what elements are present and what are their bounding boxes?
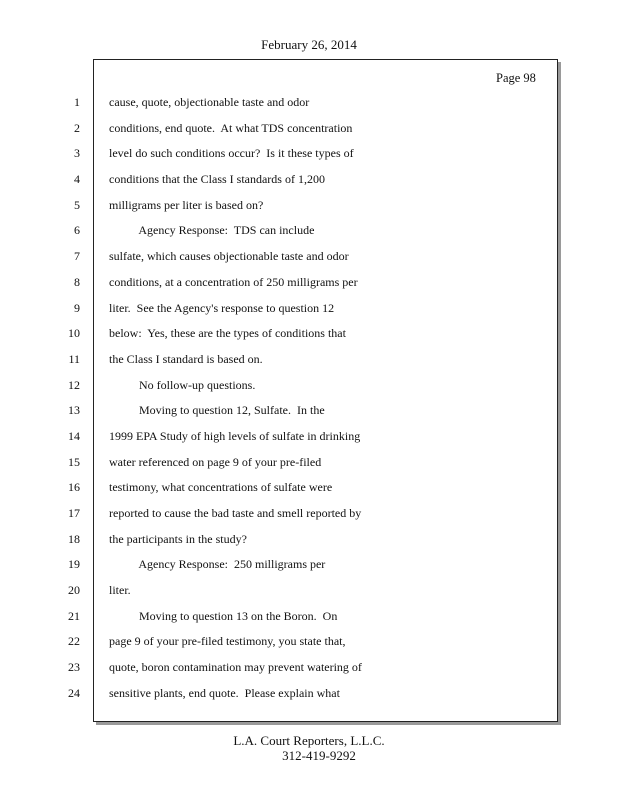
transcript-line: [0, 502, 618, 528]
line-text: the participants in the study?: [109, 531, 247, 546]
transcript-line: [0, 399, 618, 425]
line-text: Agency Response: TDS can include: [109, 223, 315, 238]
line-number: 11: [68, 351, 80, 366]
line-text: 1999 EPA Study of high levels of sulfate in drinking: [109, 428, 361, 443]
line-text: Moving to question 13 on the Boron. On: [109, 608, 338, 623]
line-text: cause, quote, objectionable taste and odor: [109, 95, 310, 109]
line-number: 13: [68, 403, 80, 418]
transcript-line: [0, 168, 618, 194]
line-number: 15: [68, 454, 80, 469]
transcript-line: [0, 322, 618, 348]
line-number: 7: [74, 249, 80, 264]
line-text: the Class I standard is based on.: [109, 351, 263, 366]
line-number: 1: [74, 95, 80, 109]
line-text: conditions that the Class I standards of 1,200: [109, 172, 325, 187]
line-text: reported to cause the bad taste and smell reported by: [109, 506, 362, 520]
transcript-line: [0, 271, 618, 297]
transcript-line: [0, 374, 618, 400]
line-text: conditions, at a concentration of 250 milligrams per: [109, 274, 358, 289]
line-text: Moving to question 12, Sulfate. In the: [109, 403, 325, 418]
line-text: conditions, end quote. At what TDS concentration: [109, 120, 353, 135]
line-text: No follow-up questions.: [109, 377, 256, 392]
transcript-line: [0, 476, 618, 502]
line-number: 9: [74, 300, 80, 315]
transcript-line: [0, 117, 618, 143]
line-number: 8: [74, 274, 80, 289]
line-number: 21: [68, 608, 80, 623]
transcript-line: [0, 630, 618, 656]
line-number: 19: [68, 557, 80, 572]
transcript-line: [0, 194, 618, 220]
footer: [0, 733, 618, 763]
header-date: February 26, 2014: [261, 37, 357, 52]
footer-company: L.A. Court Reporters, L.L.C.: [233, 733, 385, 748]
transcript-line: [0, 528, 618, 554]
line-number: 14: [68, 428, 80, 443]
transcript-line: [0, 451, 618, 477]
line-number: 2: [74, 120, 80, 135]
line-number: 23: [68, 660, 80, 675]
transcript-line: [0, 579, 618, 605]
line-text: Agency Response: 250 milligrams per: [109, 557, 326, 572]
line-number: 16: [68, 480, 80, 495]
line-text: milligrams per liter is based on?: [109, 197, 264, 212]
line-text: quote, boron contamination may prevent watering of: [109, 660, 362, 675]
line-text: liter. See the Agency's response to question 12: [109, 300, 335, 315]
transcript-lines: [0, 91, 618, 708]
line-text: sulfate, which causes objectionable taste and odor: [109, 249, 349, 264]
line-number: 24: [68, 685, 80, 700]
transcript-line: [0, 219, 618, 245]
page-number: Page 98: [496, 71, 536, 85]
line-number: 18: [68, 531, 80, 546]
transcript-line: [0, 682, 618, 708]
line-number: 20: [68, 583, 80, 598]
line-number: 10: [68, 326, 80, 341]
transcript-line: [0, 656, 618, 682]
line-text: page 9 of your pre-filed testimony, you state that,: [109, 634, 346, 649]
transcript-line: [0, 348, 618, 374]
line-number: 5: [74, 197, 80, 212]
line-text: sensitive plants, end quote. Please explain what: [109, 685, 340, 700]
transcript-line: [0, 425, 618, 451]
transcript-line: [0, 91, 618, 117]
footer-phone: 312-419-9292: [282, 748, 356, 763]
transcript-line: [0, 605, 618, 631]
line-text: liter.: [109, 583, 131, 598]
line-number: 4: [74, 172, 80, 187]
transcript-line: [0, 553, 618, 579]
line-text: level do such conditions occur? Is it these types of: [109, 146, 354, 161]
transcript-line: [0, 297, 618, 323]
line-text: water referenced on page 9 of your pre-filed: [109, 454, 322, 469]
line-number: 22: [68, 634, 80, 649]
line-number: 12: [68, 377, 80, 392]
line-number: 6: [74, 223, 80, 238]
line-text: below: Yes, these are the types of conditions that: [109, 326, 346, 341]
line-number: 3: [74, 146, 80, 161]
transcript-line: [0, 245, 618, 271]
line-number: 17: [68, 506, 80, 520]
line-text: testimony, what concentrations of sulfate were: [109, 480, 333, 495]
transcript-line: [0, 142, 618, 168]
